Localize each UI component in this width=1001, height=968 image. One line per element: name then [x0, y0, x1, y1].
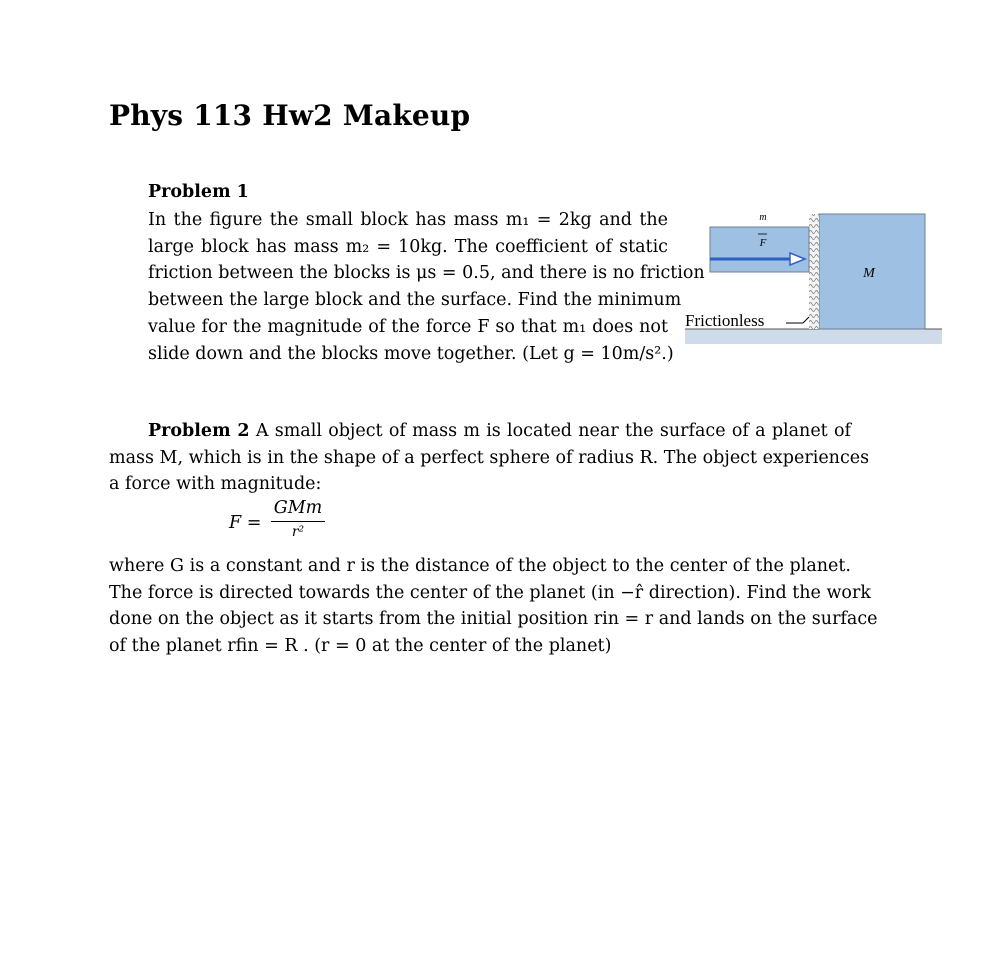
problem-2-line: The force is directed towards the center of the planet (in −r̂ direction). Find the work — [109, 582, 871, 603]
formula-denominator: r² — [291, 524, 305, 540]
problem-2-line — [109, 418, 851, 445]
problem-1-line: In the figure the small block has mass m₁ = 2kg and the — [148, 210, 668, 230]
fraction-bar — [271, 521, 325, 522]
problem-1-line: large block has mass m₂ = 10kg. The coefficient of static — [148, 236, 668, 257]
document-title: Phys 113 Hw2 Makeup — [109, 99, 471, 132]
problem-2-line: where G is a constant and r is the distance of the object to the center of the planet. — [109, 556, 851, 576]
problem-2-line: of the planet rfin = R . (r = 0 at the center of the planet) — [109, 636, 612, 657]
problem-2-line: done on the object as it starts from the initial position rin = r and lands on the surface — [109, 609, 878, 630]
problem-2-line: mass M, which is in the shape of a perfect sphere of radius R. The object experiences — [109, 447, 870, 468]
frictionless-label: Frictionless — [685, 311, 765, 330]
problem-2-intro — [109, 418, 870, 498]
problem-2-heading: Problem 2 — [148, 421, 250, 441]
rough-interface — [809, 214, 819, 329]
problem-2-line-text: A small object of mass m is located near the surface of a planet of — [255, 421, 851, 441]
surface — [685, 329, 942, 344]
problem-2-line: a force with magnitude: — [109, 474, 322, 495]
problem-1-line: value for the magnitude of the force F so that m₁ does not — [148, 316, 668, 337]
problem-2-body — [109, 553, 878, 660]
problem-1-line: friction between the blocks is μs = 0.5, and there is no friction — [148, 263, 705, 284]
force-label: F — [759, 237, 767, 249]
frictionless-pointer-tip — [803, 317, 809, 323]
formula-fraction — [271, 498, 325, 540]
formula-lhs: F = — [229, 513, 262, 533]
problem-1-line: slide down and the blocks move together. (Let g = 10m/s².) — [148, 343, 674, 364]
formula-numerator: GMm — [273, 498, 323, 518]
blocks-diagram — [683, 205, 945, 347]
problem-1-heading: Problem 1 — [148, 182, 249, 202]
small-block-label: m — [759, 212, 767, 223]
problem-1-line: between the large block and the surface. Find the minimum — [148, 290, 682, 311]
problem-1-figure — [683, 205, 945, 351]
problem-1-text — [148, 207, 705, 367]
large-block-label: M — [863, 266, 875, 281]
